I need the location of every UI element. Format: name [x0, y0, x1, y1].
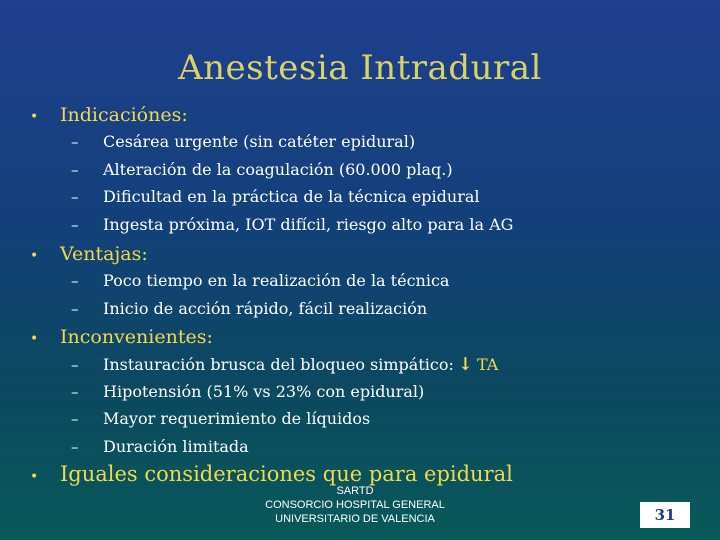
section-inconvenientes [30, 326, 498, 464]
footer-line-3: UNIVERSITARIO DE VALENCIA [275, 513, 435, 525]
dash-icon: – [71, 133, 79, 151]
section-consideraciones [30, 462, 513, 486]
section-ventajas [30, 243, 449, 326]
list-item [71, 187, 513, 215]
footer [220, 484, 490, 526]
indicaciones-list [71, 132, 513, 242]
dash-icon: – [71, 272, 79, 290]
list-item [71, 160, 513, 188]
list-item [71, 299, 449, 327]
list-item-text: Instauración brusca del bloqueo simpático: [103, 355, 454, 374]
list-item [71, 132, 513, 160]
list-item-text: Inicio de acción rápido, fácil realización [103, 298, 428, 318]
list-item-text: Poco tiempo en la realización de la técnica [103, 271, 450, 290]
list-item-text: Alteración de la coagulación (60.000 plaq.) [103, 159, 453, 179]
bullet-icon: • [30, 248, 39, 264]
dash-icon: – [71, 410, 79, 428]
list-item-text: Dificultad en la práctica de la técnica epidural [103, 187, 480, 206]
dash-icon: – [71, 160, 79, 179]
list-item [71, 382, 498, 410]
list-item [71, 271, 449, 299]
inconvenientes-list [71, 354, 498, 464]
page-number: 31 [640, 502, 690, 528]
footer-line-2: CONSORCIO HOSPITAL GENERAL [265, 499, 445, 511]
section-indicaciones [30, 104, 513, 242]
arrow-down-icon: ↓ [457, 354, 473, 375]
list-item-text: Cesárea urgente (sin catéter epidural) [103, 132, 416, 151]
section-title: Ventajas: [60, 243, 148, 265]
dash-icon: – [71, 215, 79, 234]
dash-icon: – [71, 356, 79, 374]
list-item-text: Hipotensión (51% vs 23% con epidural) [103, 381, 425, 401]
dash-icon: – [71, 188, 79, 206]
ventajas-list [71, 271, 449, 326]
dash-icon: – [71, 437, 79, 456]
bullet-icon: • [30, 109, 39, 125]
list-item-text: Ingesta próxima, IOT difícil, riesgo alto para la AG [103, 214, 514, 234]
section-title: Inconvenientes: [60, 326, 213, 348]
ta-label: TA [476, 355, 499, 374]
footer-line-1: SARTD [336, 485, 374, 497]
section-title: Iguales consideraciones que para epidural [60, 462, 513, 486]
list-item-text: Duración limitada [103, 436, 249, 456]
slide-title: Anestesia Intradural [178, 48, 542, 88]
section-title: Indicaciónes: [60, 104, 188, 126]
list-item [71, 215, 513, 243]
bullet-icon: • [30, 469, 39, 485]
list-item-text: Mayor requerimiento de líquidos [103, 409, 371, 428]
list-item [71, 354, 498, 382]
list-item [71, 437, 498, 465]
bullet-icon: • [30, 331, 39, 347]
dash-icon: – [71, 382, 79, 401]
list-item [71, 409, 498, 437]
dash-icon: – [71, 299, 79, 318]
